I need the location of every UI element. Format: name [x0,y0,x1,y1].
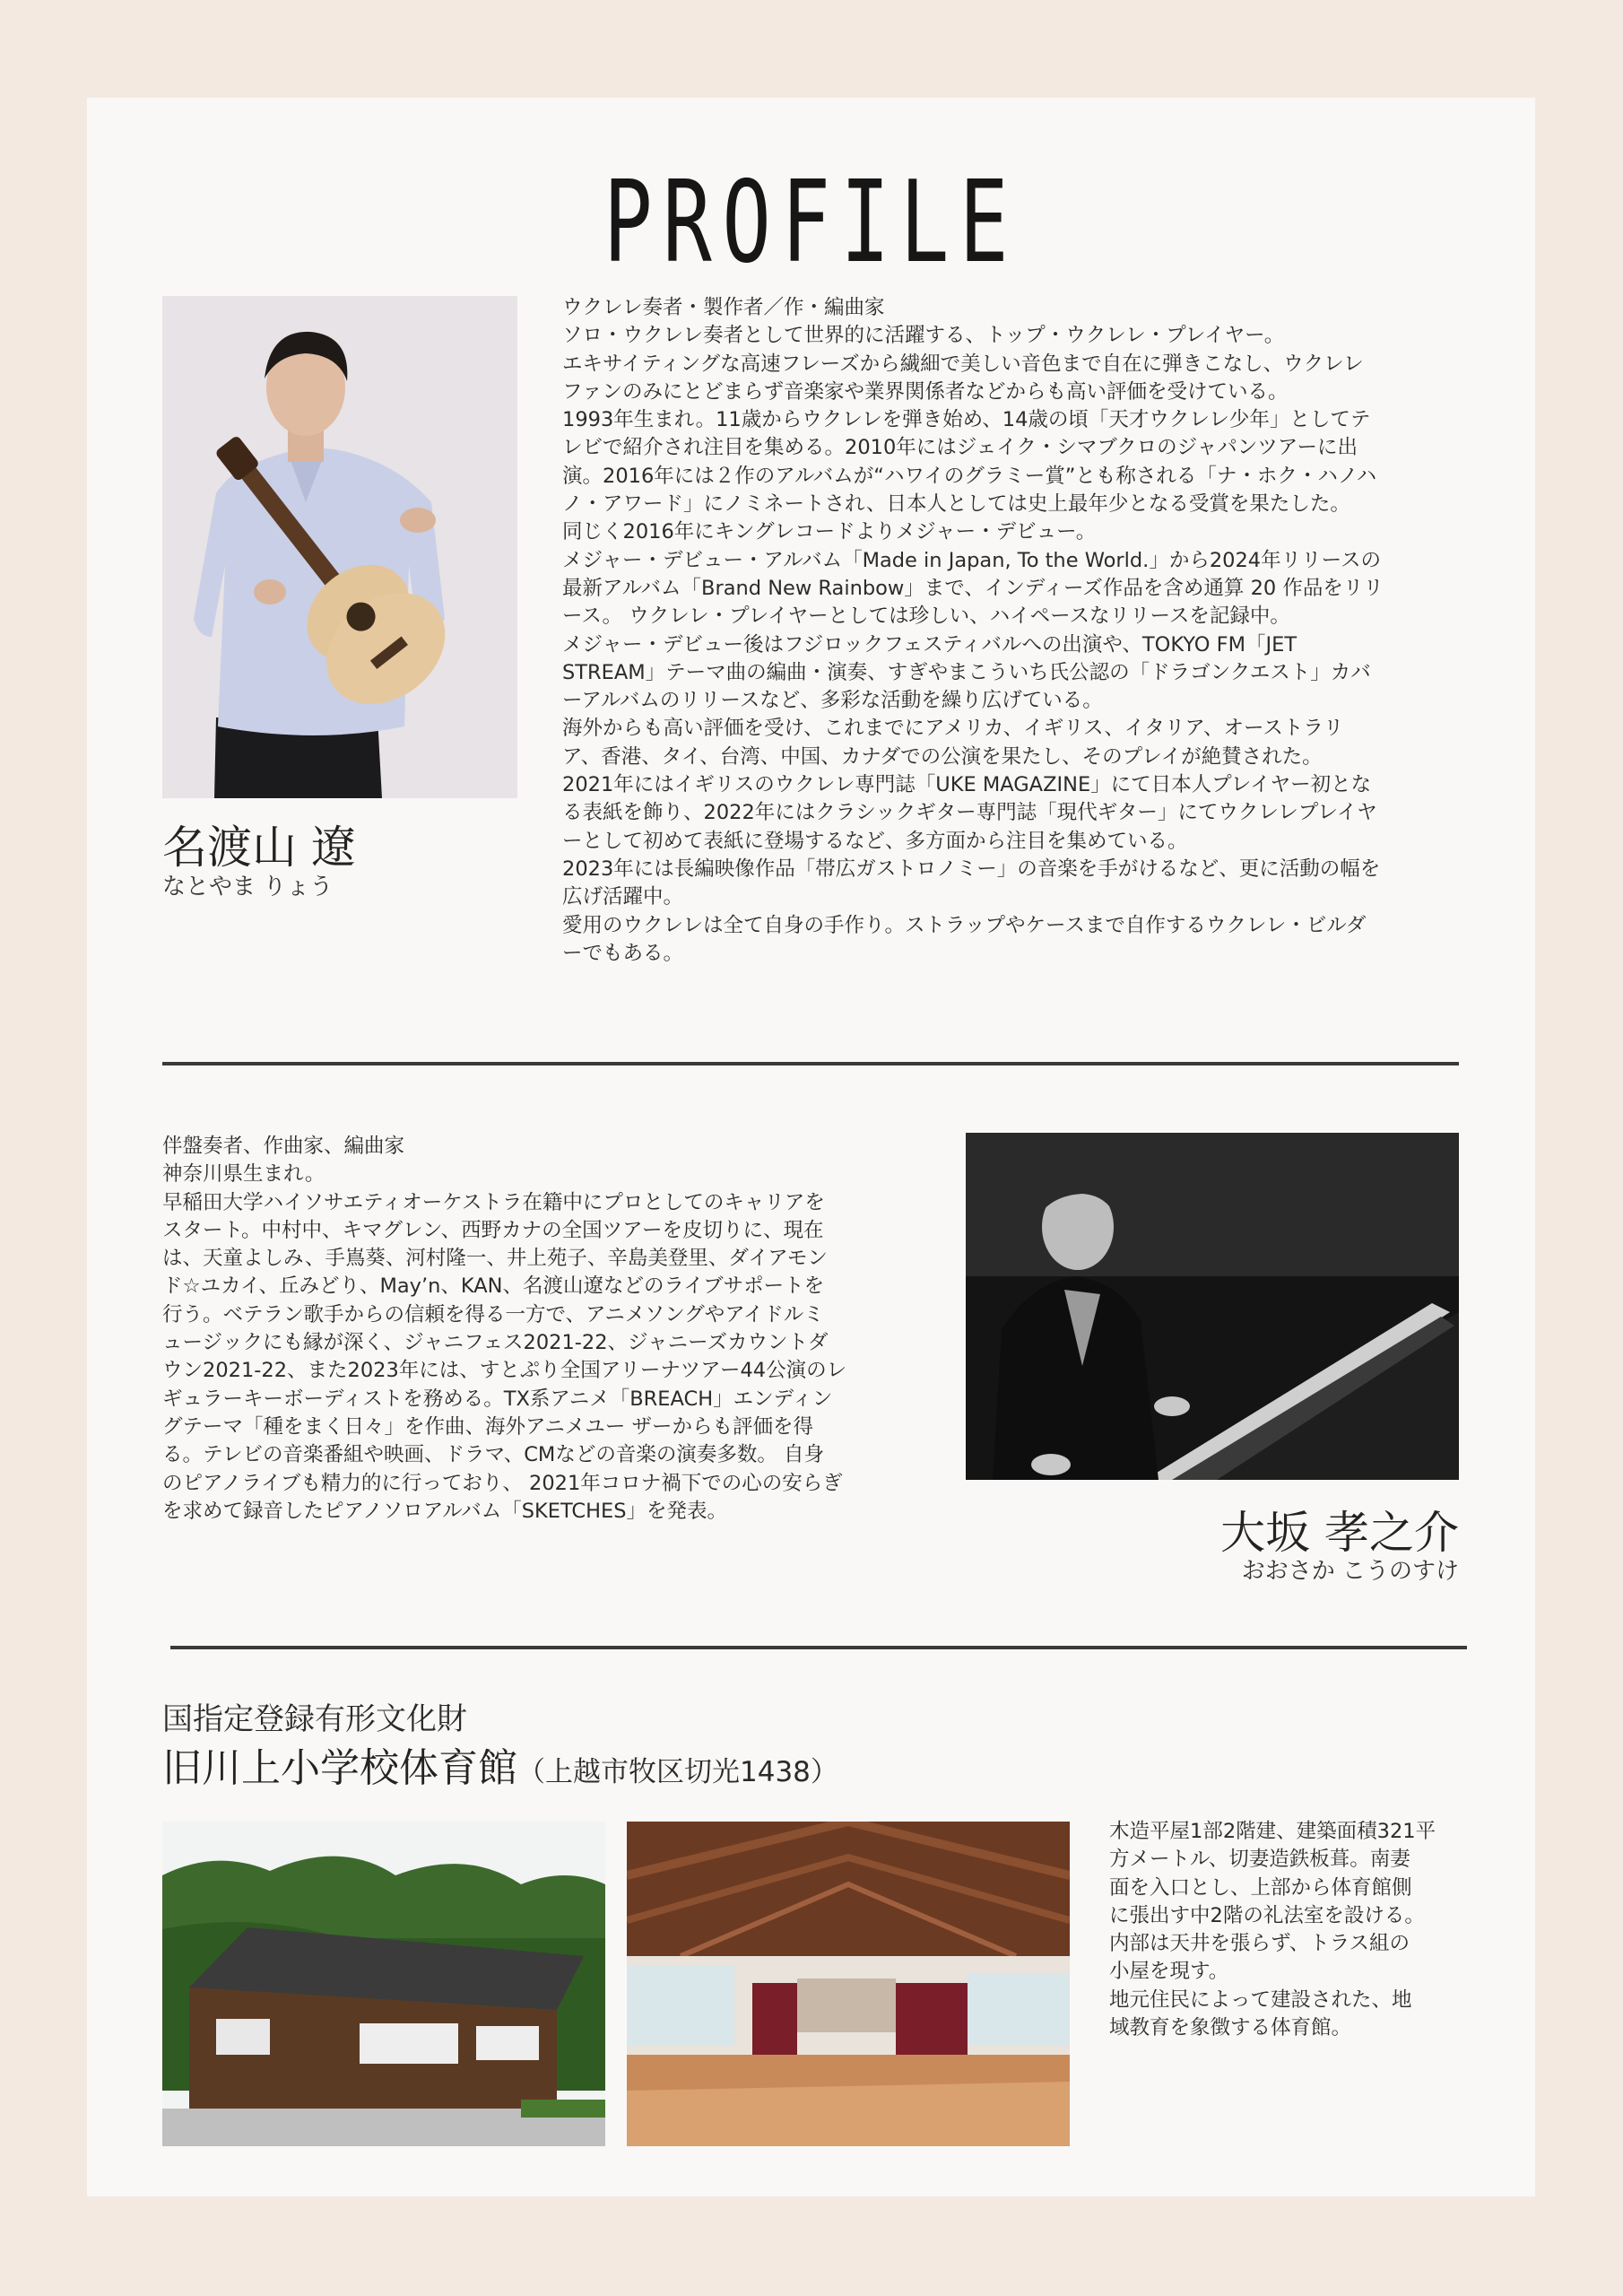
bio-line: ノ・アワード」にノミネートされ、日本人としては史上最年少となる受賞を果たした。 [562,492,1350,517]
venue-desc-line: 内部は天井を張らず、トラス組の [1109,1932,1410,1956]
venue-heading [162,1735,838,1793]
bio-line: 神奈川県生まれ。 [162,1162,325,1187]
venue-desc-line: 面を入口とし、上部から体育館側 [1109,1875,1412,1900]
artist-name-2: 大坂 孝之介 [1220,1507,1459,1559]
bio-line: レビで紹介され注目を集める。2010年にはジェイク・シマブクロのジャパンツアーに出 [562,436,1358,460]
bio-line: エキサイティングな高速フレーズから繊細で美しい音色まで自在に弾きこなし、ウクレレ [562,352,1364,376]
bio-line: る表紙を飾り、2022年にはクラシックギター専門誌「現代ギター」にてウクレレプレイヤ [562,801,1377,825]
bio-line: メジャー・デビュー・アルバム「Made in Japan, To the World.」から2024年リリースの [562,548,1381,572]
gym-exterior-photo [162,1822,605,2146]
bio-line: 最新アルバム「Brand New Rainbow」まで、インディーズ作品を含め通算 20 作品をリリ [562,576,1384,600]
venue-designation: 国指定登録有形文化財 [162,1701,467,1737]
bio-line: 行う。ベテラン歌手からの信頼を得る一方で、アニメソングやアイドルミ [162,1302,824,1326]
bio-line: グテーマ「種をまく日々」を作曲、海外アニメユー ザーからも評価を得 [162,1414,814,1439]
bio-line: ーとして初めて表紙に登場するなど、多方面から注目を集めている。 [562,829,1188,853]
bio-line: 伴盤奏者、作曲家、編曲家 [162,1135,405,1158]
bio-line: メジャー・デビュー後はフジロックフェスティバルへの出演や、TOKYO FM「JET [562,632,1298,657]
section-divider [162,1062,1459,1065]
bio-line: STREAM」テーマ曲の編曲・演奏、すぎやまこういち氏公認の「ドラゴンクエスト」カバ [562,660,1371,684]
bio-line: 広げ活躍中。 [562,885,684,909]
bio-line: ソロ・ウクレレ奏者として世界的に活躍する、トップ・ウクレレ・プレイヤー。 [562,324,1285,348]
bio-line: ウクレレ奏者・製作者／作・編曲家 [562,296,885,319]
ukulele-player-photo [162,296,517,798]
bio-line: ア、香港、タイ、台湾、中国、カナダでの公演を果たし、そのプレイが絶賛された。 [562,744,1323,769]
bio-line: 2023年には長編映像作品「帯広ガストロノミー」の音楽を手がけるなど、更に活動の幅を [562,857,1381,881]
bio-line: 早稲田大学ハイソサエティオーケストラ在籍中にプロとしてのキャリアを [162,1190,825,1214]
bio-line: 愛用のウクレレは全て自身の手作り。ストラップやケースまで自作するウクレレ・ビルダ [562,913,1367,937]
bio-line: る。テレビの音楽番組や映画、ドラマ、CMなどの音楽の演奏多数。 自身 [162,1443,824,1467]
artist-kana-1: なとやま りょう [162,874,334,900]
bio-line: は、天童よしみ、手嶌葵、河村隆一、井上苑子、辛島美登里、ダイアモン [162,1247,828,1271]
bio-line: スタート。中村中、キマグレン、西野カナの全国ツアーを皮切りに、現在 [162,1218,824,1242]
venue-desc-line: 方メートル、切妻造鉄板葺。南妻 [1109,1848,1410,1872]
venue-address: （上越市牧区切光1438） [517,1756,838,1788]
bio-line: ド☆ユカイ、丘みどり、May’n、KAN、名渡山遼などのライブサポートを [162,1274,825,1299]
venue-desc-line: 木造平屋1部2階建、建築面積321平 [1109,1820,1436,1843]
bio-line: ーアルバムのリリースなど、多彩な活動を繰り広げている。 [562,689,1103,713]
artist-bio-1 [562,294,1384,968]
bio-line: ース。 ウクレレ・プレイヤーとしては珍しい、ハイペースなリリースを記録中。 [562,604,1290,629]
bio-line: 2021年にはイギリスのウクレレ専門誌「UKE MAGAZINE」にて日本人プレイヤー初とな [562,773,1372,797]
venue-desc-line: 地元住民によって建設された、地 [1109,1987,1412,2012]
bio-line: ギュラーキーボーディストを務める。TX系アニメ「BREACH」エンディン [162,1387,833,1411]
venue-desc-line: 域教育を象徴する体育館。 [1109,2016,1352,2040]
venue-desc-line: 小屋を現す。 [1109,1960,1229,1984]
section-divider [170,1646,1467,1649]
bio-line: 海外からも高い評価を受け、これまでにアメリカ、イギリス、イタリア、オーストラリ [562,717,1344,741]
pianist-photo [966,1133,1459,1480]
bio-line: ーでもある。 [562,941,684,965]
profile-card [87,98,1535,2196]
venue-description [1109,1818,1436,2042]
bio-line: ファンのみにとどまらず音楽家や業界関係者などからも高い評価を受けている。 [562,379,1289,404]
artist-name-1: 名渡山 遼 [162,822,356,874]
bio-line: を求めて録音したピアノソロアルバム「SKETCHES」を発表。 [162,1499,728,1523]
bio-line: のピアノライブも精力的に行っており、 2021年コロナ禍下での心の安らぎ [162,1471,843,1495]
artist-kana-2: おおさか こうのすけ [1241,1558,1459,1585]
gym-interior-photo [627,1822,1070,2146]
artist-bio-2 [162,1133,846,1526]
bio-line: 同じく2016年にキングレコードよりメジャー・デビュー。 [562,520,1097,544]
bio-line: ウン2021-22、また2023年には、すとぷり全国アリーナツアー44公演のレ [162,1359,847,1383]
page-title: PROFILE [603,156,1019,288]
venue-desc-line: に張出す中2階の礼法室を設ける。 [1109,1903,1425,1927]
bio-line: 演。2016年には２作のアルバムが“ハワイのグラミー賞”とも称される「ナ・ホク・ハノハ [562,464,1377,488]
venue-name: 旧川上小学校体育館 [162,1745,517,1791]
bio-line: 1993年生まれ。11歳からウクレレを弾き始め、14歳の頃「天才ウクレレ少年」としてテ [562,408,1371,432]
bio-line: ュージックにも縁が深く、ジャニフェス2021-22、ジャニーズカウントダ [162,1331,829,1355]
